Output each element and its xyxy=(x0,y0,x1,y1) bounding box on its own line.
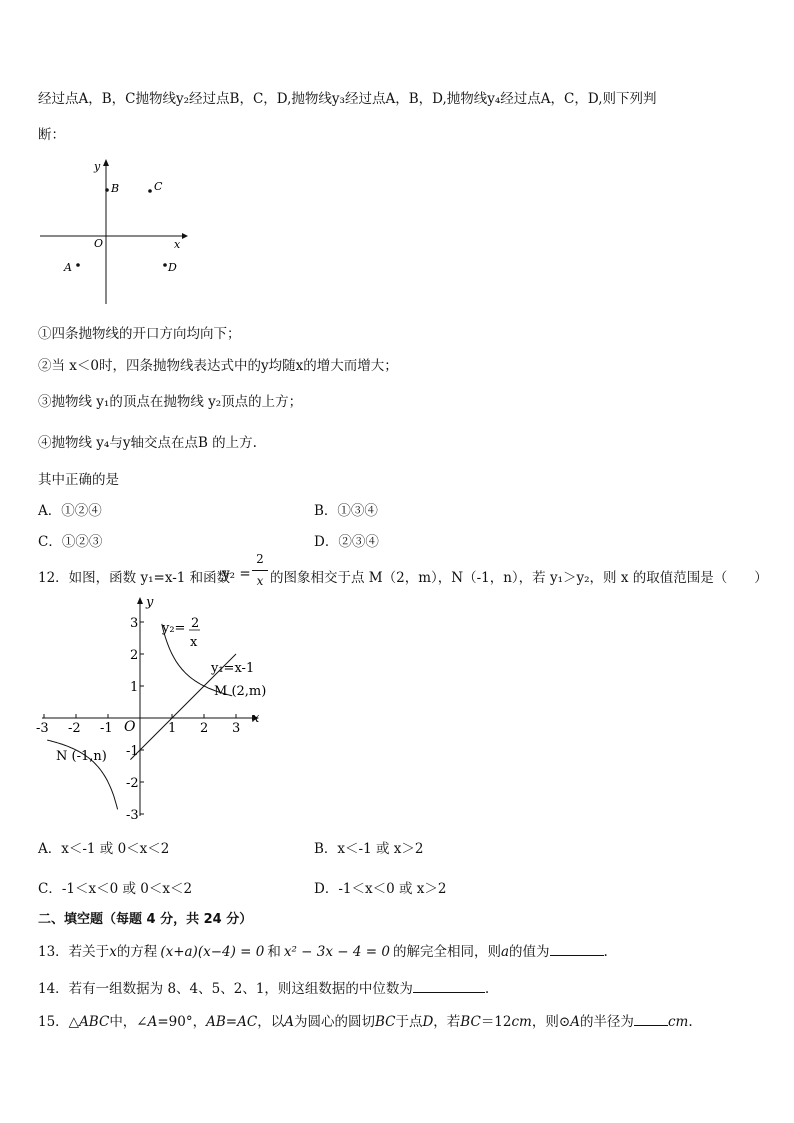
q12-x-tick-label: 1 xyxy=(168,721,177,736)
section-2-heading: 二、填空题（每题 4 分，共 24 分） xyxy=(38,912,253,927)
q12-frac-lhs: y₂ = xyxy=(222,566,251,582)
q13-text-a: 13．若关于 xyxy=(38,944,110,960)
q11-point-A xyxy=(76,263,80,267)
q15-var-A3: A xyxy=(570,1014,580,1030)
q11-option-C: C．①②③ xyxy=(38,534,103,550)
q11-point-D xyxy=(163,263,167,267)
q11-label-D: D xyxy=(168,261,177,274)
q12-y-tick-label: -3 xyxy=(126,808,139,822)
q12-frac-bar xyxy=(252,570,268,571)
q12-x-tick-label: -3 xyxy=(36,721,49,736)
q12-y-arrow xyxy=(137,597,143,604)
q14-line xyxy=(38,977,489,997)
q11-label-C: C xyxy=(154,180,163,193)
q11-option-B: B．①③④ xyxy=(314,503,378,519)
q15-var-A1: A xyxy=(147,1014,158,1030)
q15-text-k: 为圆心的圆切 xyxy=(293,1014,375,1030)
q11-prompt: 其中正确的是 xyxy=(38,472,119,488)
q15-text-g: = xyxy=(225,1014,238,1030)
q15-var-BC1: BC xyxy=(374,1014,396,1030)
q11-y-label: y xyxy=(94,160,101,173)
q12-y-tick-label: 1 xyxy=(130,680,139,695)
q12-y-tick-label: -2 xyxy=(126,776,139,791)
q15-text-m: 于点 xyxy=(395,1014,423,1030)
q13-text-h: . xyxy=(603,944,608,960)
q13-var-x: x xyxy=(109,944,117,960)
q12-y2-label-den: x xyxy=(190,635,198,650)
q13-equation-1: (x+a)(x−4) = 0 xyxy=(160,944,265,960)
q12-x-tick-label: 2 xyxy=(200,721,209,736)
q11-origin-label: O xyxy=(94,237,104,250)
q11-statement-1: ①四条抛物线的开口方向均向下； xyxy=(38,326,241,342)
q13-answer-blank[interactable] xyxy=(550,941,604,956)
q11-stem-line1: 经过点A，B，C抛物线y₂经过点B，C，D,抛物线y₃经过点A，B，D,抛物线y₄经过点A，C，D,则下列判 xyxy=(38,91,657,107)
q12-ticks xyxy=(36,616,240,822)
q11-statement-3: ③抛物线 y₁的顶点在抛物线 y₂顶点的上方； xyxy=(38,394,303,410)
q11-stem-line2: 断： xyxy=(38,127,65,143)
q15-text-u: 的半径为 xyxy=(579,1014,634,1030)
q14-text-a: 14．若有一组数据为 8、4、5、2、1，则这组数据的中位数为 xyxy=(38,981,413,997)
q11-y-arrow xyxy=(103,159,109,166)
q15-var-A2: A xyxy=(284,1014,294,1030)
q11-option-A: A．①②④ xyxy=(38,503,102,519)
q15-var-AC: AC xyxy=(237,1014,258,1030)
q11-figure xyxy=(36,156,196,306)
q12-x-tick-label: 3 xyxy=(232,721,241,736)
q13-text-c: 的方程 xyxy=(116,944,158,960)
q15-var-D: D xyxy=(422,1014,434,1030)
q12-x-tick-label: -1 xyxy=(100,721,113,736)
q13-line xyxy=(38,940,608,960)
q13-var-a: a xyxy=(500,944,510,960)
q15-line xyxy=(38,1010,693,1030)
q12-y-tick-label: -1 xyxy=(126,744,139,759)
q12-figure xyxy=(30,592,266,822)
q12-stem-a: 12．如图，函数 y₁=x-1 和函数 xyxy=(38,570,231,586)
q12-y2-label-lhs: y₂= xyxy=(162,621,186,636)
q15-text-c: 中，∠ xyxy=(109,1014,148,1030)
q12-stem-b: 的图象相交于点 M（2，m），N（-1，n），若 y₁＞y₂，则 x 的取值范围是（ ） xyxy=(270,570,768,586)
q12-y-tick-label: 3 xyxy=(130,616,139,631)
q11-label-A: A xyxy=(64,261,72,274)
q14-text-b: . xyxy=(484,981,490,997)
q12-option-B: B．x＜-1 或 x＞2 xyxy=(314,841,424,857)
q15-text-o: ，若 xyxy=(433,1014,461,1030)
q15-unit-cm2: cm xyxy=(667,1014,689,1030)
q12-option-D: D．-1＜x＜0 或 x＞2 xyxy=(314,881,447,897)
q12-N-label: N (-1,n) xyxy=(56,749,107,764)
q15-text-a: 15．△ xyxy=(38,1014,80,1030)
q15-unit-cm1: cm xyxy=(511,1014,532,1030)
q12-y1-label: y₁=x-1 xyxy=(211,661,255,676)
q15-text-w: . xyxy=(688,1014,693,1030)
q15-answer-blank[interactable] xyxy=(634,1011,668,1026)
q15-text-i: ，以 xyxy=(257,1014,285,1030)
q15-var-ABC: ABC xyxy=(79,1014,110,1030)
q12-option-C: C．-1＜x＜0 或 0＜x＜2 xyxy=(38,881,193,897)
q13-text-g: 的值为 xyxy=(509,944,550,960)
q14-answer-blank[interactable] xyxy=(413,978,485,993)
q11-option-D: D．②③④ xyxy=(314,534,379,550)
q12-frac-num: 2 xyxy=(256,552,264,566)
q12-x-label: x xyxy=(252,711,260,726)
q15-text-e: =90°， xyxy=(157,1014,207,1030)
q11-statement-4: ④抛物线 y₄与y轴交点在点B 的上方. xyxy=(38,435,257,451)
q11-x-label: x xyxy=(174,238,181,251)
q12-y-tick-label: 2 xyxy=(130,648,139,663)
q15-var-AB: AB xyxy=(206,1014,226,1030)
q12-M-label: M (2,m) xyxy=(214,684,266,699)
q12-y2-label-num: 2 xyxy=(191,616,200,631)
q12-x-tick-label: -2 xyxy=(68,721,81,736)
q12-frac-den: x xyxy=(256,574,264,588)
q11-label-B: B xyxy=(111,182,120,195)
q15-var-BC2: BC xyxy=(460,1014,481,1030)
q13-text-d: 和 xyxy=(267,944,281,960)
q11-point-B xyxy=(105,188,109,192)
q11-statement-2: ②当 x＜0时，四条抛物线表达式中的y均随x的增大而增大； xyxy=(38,358,398,374)
q15-text-s: ，则⊙ xyxy=(531,1014,571,1030)
q11-x-arrow xyxy=(182,233,188,239)
q12-option-A: A．x＜-1 或 0＜x＜2 xyxy=(38,841,170,857)
q13-text-e: 的解完全相同，则 xyxy=(392,944,501,960)
q15-text-q: ＝12 xyxy=(480,1014,512,1030)
q12-origin-label: O xyxy=(124,719,136,735)
q12-y-label: y xyxy=(146,595,154,610)
q13-equation-2: x² − 3x − 4 = 0 xyxy=(283,944,390,960)
q11-point-C xyxy=(148,189,152,193)
